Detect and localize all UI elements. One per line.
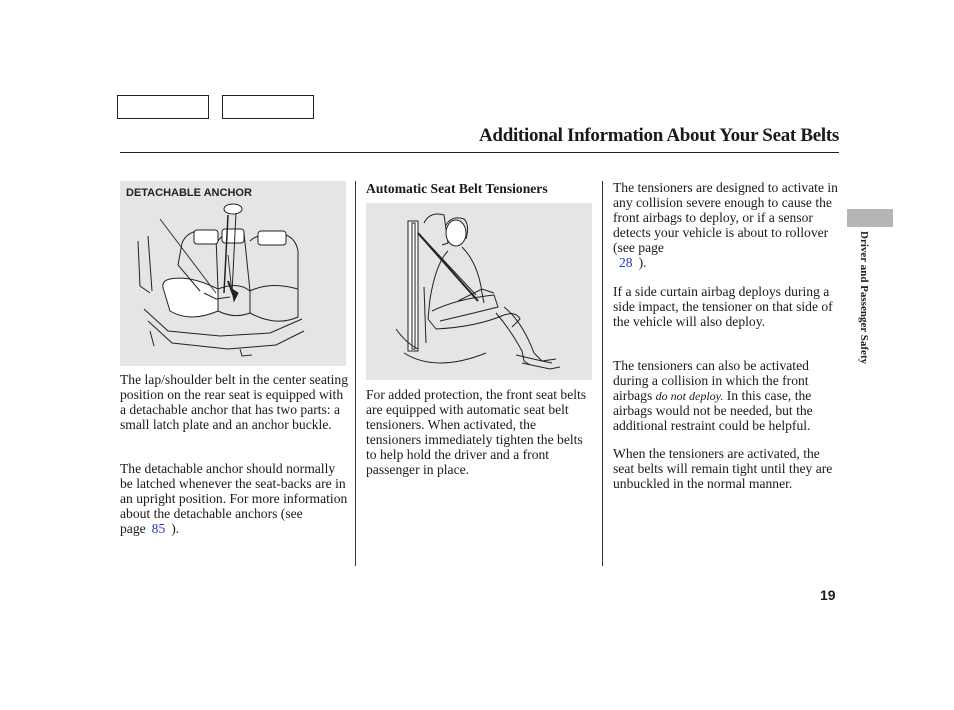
nav-button-previous[interactable] [117, 95, 209, 119]
passenger-illustration [366, 203, 592, 380]
page-link-85[interactable]: 85 [151, 520, 166, 536]
paragraph-detachable-anchor-latching: The detachable anchor should normally be latched whenever the seat-backs are in an upright position. For more information about the detachable anchors (see page 85 ). [120, 461, 348, 536]
page-title: Additional Information About Your Seat Belts [479, 125, 839, 146]
rear-seat-illustration [120, 181, 346, 366]
page-number: 19 [820, 587, 836, 603]
paragraph-detachable-anchor-intro: The lap/shoulder belt in the center seating position on the rear seat is equipped with a detachable anchor that has two parts: a small latch plate and an anchor buckle. [120, 372, 348, 432]
nav-button-next[interactable] [222, 95, 314, 119]
paragraph-tensioners-intro: For added protection, the front seat belts are equipped with automatic seat belt tensioners. When activated, the tensioners immediately tighten the belts to help hold the driver and a front passenger in place. [366, 387, 587, 477]
paragraph-tensioners-collision: The tensioners can also be activated during a collision in which the front airbags do not deploy. In this case, the airbags would not be needed, but the additional restraint could be helpful. [613, 358, 813, 433]
emphasis-do-not-deploy: do not deploy. [655, 388, 724, 403]
paragraph-tensioner-activation: The tensioners are designed to activate in any collision severe enough to cause the front airbags to deploy, or if a sensor detects your vehicle is about to rollover (see page 28 ). [613, 180, 838, 270]
page-link-28[interactable]: 28 [619, 254, 633, 270]
column-divider-1 [355, 181, 356, 566]
figure-detachable-anchor [120, 181, 346, 366]
figure-label: DETACHABLE ANCHOR [126, 187, 252, 199]
paragraph-side-curtain-airbag: If a side curtain airbag deploys during a side impact, the tensioner on that side of the vehicle will also deploy. [613, 284, 833, 329]
column-divider-2 [602, 181, 603, 566]
section-label: Driver and Passenger Safety [858, 231, 870, 365]
figure-seat-belt-tensioner [366, 203, 592, 380]
title-rule [120, 152, 839, 153]
paragraph-tensioners-activated: When the tensioners are activated, the seat belts will remain tight until they are unbuckled in the normal manner. [613, 446, 833, 491]
subheading-tensioners: Automatic Seat Belt Tensioners [366, 181, 548, 196]
section-tab [847, 209, 893, 227]
